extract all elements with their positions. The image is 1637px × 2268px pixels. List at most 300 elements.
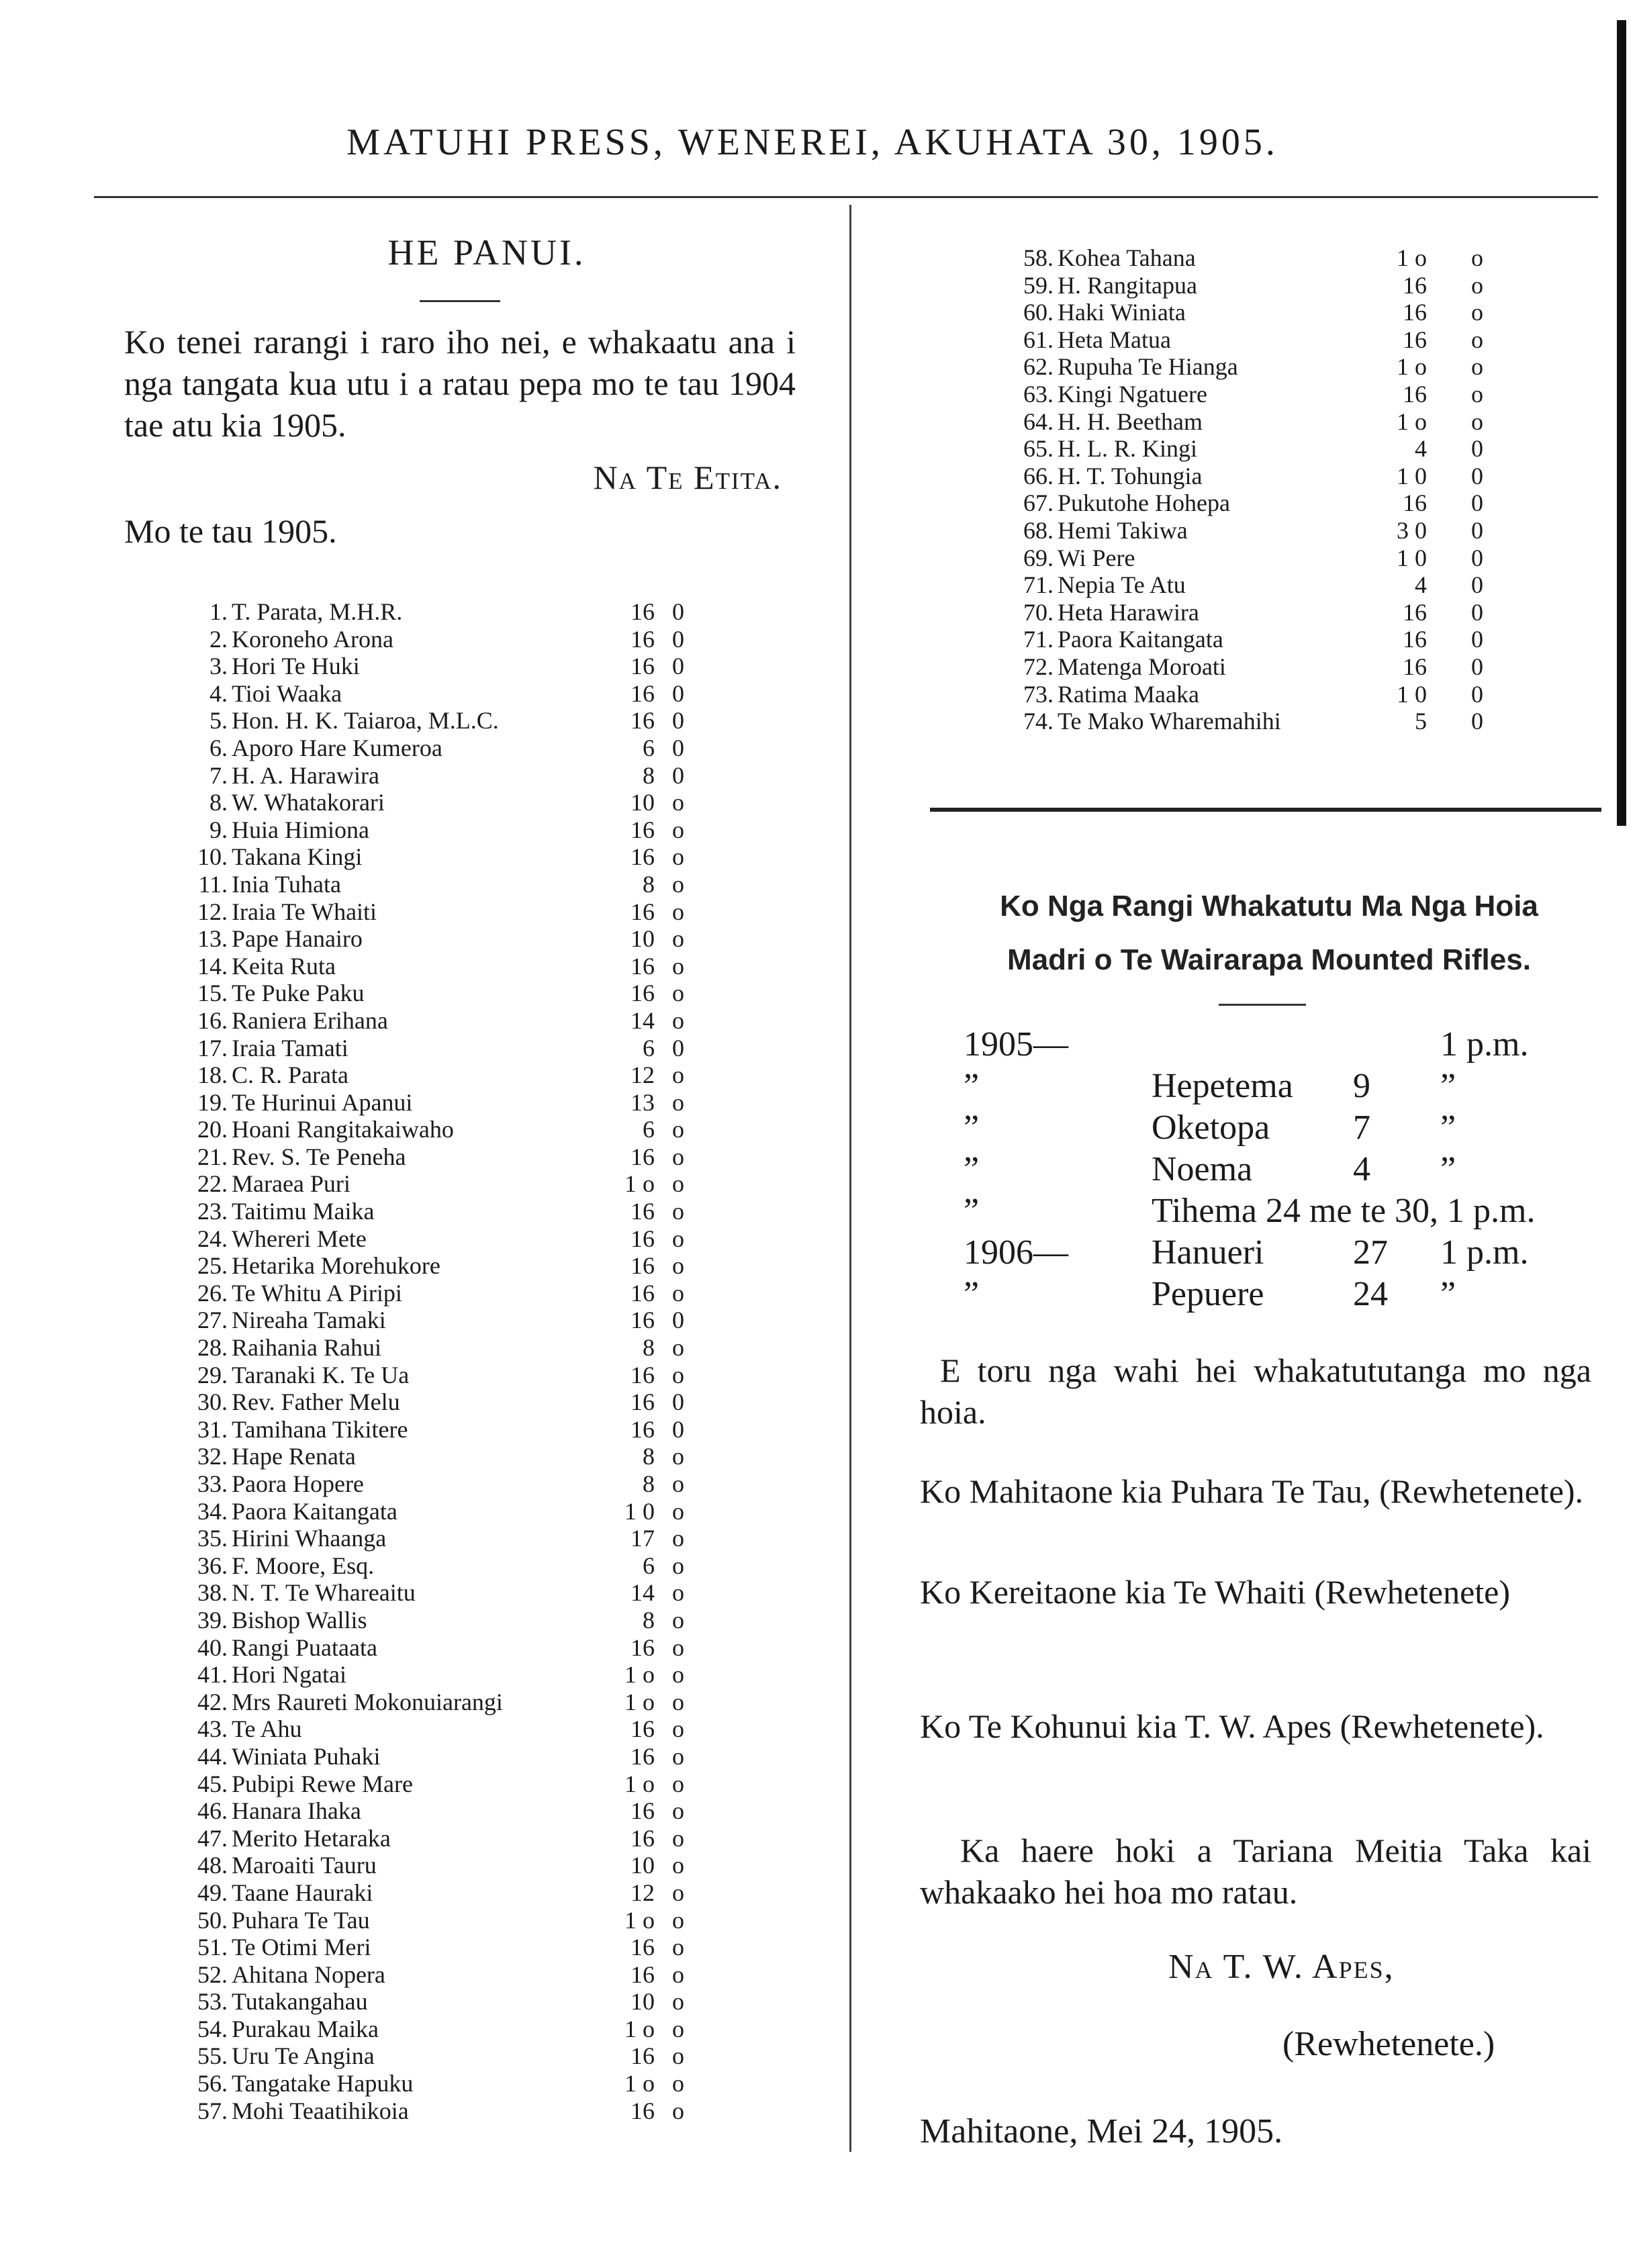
item-number: 15. <box>197 980 228 1007</box>
list-item <box>197 1988 695 2016</box>
subscriber-name: Hemi Takiwa <box>1058 516 1188 544</box>
schedule-day: 27 <box>1353 1233 1388 1272</box>
item-number: 73. <box>1023 680 1054 708</box>
subscriber-name: Paora Kaitangata <box>232 1497 397 1525</box>
subscriber-name: Taranaki K. Te Ua <box>232 1361 410 1388</box>
subscriber-name: W. Whatakorari <box>232 789 385 816</box>
amount-shillings: 1 0 <box>624 1497 655 1525</box>
notice-heading-line1: Ko Nga Rangi Whakatutu Ma Nga Hoia <box>1000 890 1538 923</box>
subscriber-name: Raniera Erihana <box>232 1006 388 1034</box>
item-number: 29. <box>197 1361 228 1388</box>
amount-shillings: 10 <box>630 789 655 816</box>
amount-pence: 0 <box>1471 598 1483 626</box>
subscriber-name: Rupuha Te Hianga <box>1058 353 1238 381</box>
amount-pence: o <box>672 843 684 871</box>
subscriber-name: N. T. Te Whareaitu <box>232 1579 416 1607</box>
list-item <box>197 1415 695 1444</box>
item-number: 67. <box>1023 489 1054 517</box>
item-number: 66. <box>1023 462 1054 489</box>
subscriber-name: Iraia Tamati <box>232 1034 348 1061</box>
amount-pence: o <box>672 1634 684 1661</box>
item-number: 39. <box>197 1606 228 1634</box>
subscriber-name: Takana Kingi <box>232 843 363 871</box>
amount-pence: o <box>672 1279 684 1307</box>
list-item <box>1023 326 1528 354</box>
list-item <box>209 734 695 762</box>
subscriber-name: Te Puke Paku <box>232 980 365 1007</box>
amount-pence: o <box>672 1525 684 1552</box>
item-number: 46. <box>197 1797 228 1825</box>
schedule-row <box>964 1274 1601 1315</box>
subscriber-name: Kohea Tahana <box>1058 244 1196 271</box>
schedule-detail: Tihema 24 me te 30, 1 p.m. <box>1152 1192 1536 1230</box>
amount-pence: o <box>672 1116 684 1143</box>
amount-shillings: 8 <box>643 870 655 898</box>
amount-shillings: 16 <box>1403 489 1427 517</box>
list-item <box>1023 516 1528 545</box>
amount-pence: 0 <box>1471 680 1483 708</box>
amount-pence: 0 <box>672 1307 684 1334</box>
schedule-year: ” <box>964 1150 980 1188</box>
amount-pence: o <box>672 1960 684 1988</box>
subscriber-name: Uru Te Angina <box>232 2042 375 2070</box>
amount-shillings: 16 <box>630 625 655 653</box>
amount-shillings: 6 <box>643 1552 655 1579</box>
schedule-year: ” <box>964 1108 980 1147</box>
amount-shillings: 16 <box>630 1797 655 1825</box>
schedule-row <box>964 1024 1601 1066</box>
subscriber-name: Mohi Teaatihikoia <box>232 2097 409 2124</box>
item-number: 16. <box>197 1006 228 1034</box>
column-divider <box>849 205 851 2152</box>
item-number: 45. <box>197 1770 228 1797</box>
subscriber-name: H. Rangitapua <box>1058 271 1197 299</box>
schedule-time: ” <box>1440 1067 1456 1105</box>
amount-shillings: 1 o <box>1397 408 1427 435</box>
list-item <box>198 870 695 898</box>
item-number: 12. <box>197 898 228 925</box>
list-item <box>197 980 695 1007</box>
schedule-year: ” <box>964 1192 980 1230</box>
amount-pence: 0 <box>1471 435 1483 463</box>
list-item <box>197 2042 695 2070</box>
amount-pence: o <box>672 1770 684 1797</box>
schedule-row <box>964 1107 1601 1149</box>
amount-shillings: 16 <box>630 679 655 707</box>
subscriber-name: Pukutohe Hohepa <box>1058 489 1230 517</box>
subscriber-name: Te Mako Wharemahihi <box>1058 708 1281 735</box>
item-number: 36. <box>197 1552 228 1579</box>
subscriber-name: Mrs Raureti Mokonuiarangi <box>232 1688 503 1715</box>
schedule-year: ” <box>964 1275 980 1313</box>
amount-shillings: 1 o <box>624 1688 655 1715</box>
subscriber-name: Paora Hopere <box>232 1470 364 1497</box>
item-number: 9. <box>209 816 228 843</box>
subscriber-name: Maroaiti Tauru <box>232 1852 377 1879</box>
subscriber-name: Tioi Waaka <box>232 679 342 707</box>
amount-pence: 0 <box>672 1034 684 1061</box>
schedule-row <box>964 1190 1601 1232</box>
subscriber-name: Pubipi Rewe Mare <box>232 1770 413 1797</box>
amount-pence: o <box>672 1334 684 1362</box>
item-number: 25. <box>197 1252 228 1280</box>
list-item <box>197 2070 695 2097</box>
subscriber-name: Hetarika Morehukore <box>232 1252 440 1280</box>
item-number: 7. <box>209 761 228 789</box>
list-item <box>197 1034 695 1062</box>
item-number: 27. <box>197 1307 228 1334</box>
item-number: 8. <box>209 789 228 816</box>
subscriber-name: C. R. Parata <box>232 1061 348 1089</box>
amount-pence: o <box>672 1143 684 1170</box>
item-number: 57. <box>197 2097 228 2124</box>
schedule-month: Hepetema <box>1152 1067 1293 1105</box>
amount-shillings: 16 <box>630 1742 655 1770</box>
amount-shillings: 16 <box>630 1307 655 1334</box>
subscriber-name: Paora Kaitangata <box>1058 626 1223 653</box>
amount-pence: o <box>672 1170 684 1198</box>
amount-shillings: 16 <box>630 1252 655 1280</box>
list-item <box>1023 653 1528 681</box>
item-number: 64. <box>1023 408 1054 435</box>
amount-shillings: 16 <box>630 653 655 680</box>
list-item <box>197 843 695 871</box>
item-number: 13. <box>197 925 228 953</box>
item-number: 51. <box>197 1934 228 1961</box>
amount-pence: 0 <box>672 1415 684 1443</box>
item-number: 33. <box>197 1470 228 1497</box>
amount-shillings: 16 <box>630 898 655 925</box>
amount-pence: o <box>672 1988 684 2016</box>
amount-shillings: 5 <box>1415 708 1427 735</box>
he-panui-section <box>124 232 796 551</box>
notice-heading <box>913 880 1625 987</box>
item-number: 10. <box>197 843 228 871</box>
amount-pence: o <box>672 2070 684 2097</box>
item-number: 28. <box>197 1334 228 1362</box>
item-number: 60. <box>1023 299 1054 326</box>
amount-shillings: 8 <box>643 1334 655 1362</box>
schedule-time: 1 p.m. <box>1440 1233 1529 1272</box>
heading-rule <box>420 300 500 302</box>
item-number: 52. <box>197 1960 228 1988</box>
item-number: 2. <box>209 625 228 653</box>
amount-shillings: 16 <box>630 1960 655 1988</box>
list-item <box>1023 408 1528 436</box>
subscriber-name: Bishop Wallis <box>232 1606 367 1634</box>
amount-shillings: 16 <box>630 598 655 625</box>
amount-pence: o <box>672 1879 684 1906</box>
list-item <box>197 1552 695 1580</box>
amount-pence: o <box>1471 244 1483 271</box>
amount-pence: 0 <box>672 1388 684 1416</box>
amount-shillings: 16 <box>630 1715 655 1743</box>
notice-signature: Na T. W. Apes, <box>1168 1948 1395 1986</box>
amount-shillings: 16 <box>630 1388 655 1416</box>
subscriber-name: H. L. R. Kingi <box>1058 435 1198 463</box>
amount-pence: 0 <box>1471 489 1483 517</box>
amount-shillings: 3 0 <box>1397 516 1427 544</box>
subscriber-name: Hoani Rangitakaiwaho <box>232 1116 454 1143</box>
subscriber-name: Hori Te Huki <box>232 653 360 680</box>
item-number: 21. <box>197 1143 228 1170</box>
amount-pence: 0 <box>1471 653 1483 680</box>
amount-pence: o <box>672 1797 684 1825</box>
item-number: 69. <box>1023 544 1054 571</box>
schedule-time: ” <box>1440 1275 1456 1313</box>
list-item <box>1023 353 1528 381</box>
list-item <box>1023 462 1528 490</box>
amount-pence: o <box>672 1497 684 1525</box>
amount-pence: o <box>672 1225 684 1252</box>
list-item <box>197 1715 695 1743</box>
subscriber-name: Te Ahu <box>232 1715 302 1743</box>
amount-pence: o <box>672 2042 684 2070</box>
amount-shillings: 16 <box>1403 598 1427 626</box>
notice-paragraph-2: Ko Mahitaone kia Puhara Te Tau, (Rewhetenete). <box>920 1472 1584 1510</box>
amount-shillings: 16 <box>630 1415 655 1443</box>
item-number: 34. <box>197 1497 228 1525</box>
item-number: 14. <box>197 952 228 980</box>
amount-pence: o <box>672 1088 684 1116</box>
subscriber-name: Huia Himiona <box>232 816 369 843</box>
list-item <box>197 1797 695 1825</box>
list-item <box>197 1934 695 1961</box>
list-item <box>197 952 695 980</box>
list-item <box>197 1525 695 1552</box>
amount-shillings: 16 <box>630 2042 655 2070</box>
amount-pence: o <box>672 1715 684 1743</box>
item-number: 72. <box>1023 653 1054 680</box>
subscriber-name: Hori Ngatai <box>232 1661 346 1689</box>
amount-shillings: 16 <box>1403 271 1427 299</box>
list-item <box>197 1006 695 1035</box>
amount-pence: o <box>672 1852 684 1879</box>
amount-shillings: 12 <box>630 1879 655 1906</box>
parade-schedule <box>964 1024 1601 1315</box>
schedule-day: 7 <box>1353 1108 1370 1147</box>
item-number: 54. <box>197 2015 228 2042</box>
amount-shillings: 16 <box>630 707 655 735</box>
list-item <box>197 1960 695 1989</box>
subscriber-name: Tangatake Hapuku <box>232 2070 414 2097</box>
subscriber-name: Aporo Hare Kumeroa <box>232 734 442 761</box>
item-number: 31. <box>197 1415 228 1443</box>
subscriber-name: Ahitana Nopera <box>232 1960 385 1988</box>
amount-pence: 0 <box>672 707 684 735</box>
amount-pence: 0 <box>1471 626 1483 653</box>
amount-shillings: 16 <box>1403 653 1427 680</box>
list-item <box>197 1824 695 1852</box>
item-number: 48. <box>197 1852 228 1879</box>
list-item <box>197 1116 695 1143</box>
notice-heading-line2: Madri o Te Wairarapa Mounted Rifles. <box>1007 943 1531 976</box>
subscriber-name: Tamihana Tikitere <box>232 1415 408 1443</box>
amount-shillings: 16 <box>630 1934 655 1961</box>
amount-shillings: 6 <box>643 734 655 761</box>
subscriber-name: Hape Renata <box>232 1443 356 1470</box>
amount-shillings: 14 <box>630 1579 655 1607</box>
list-item <box>197 1198 695 1225</box>
subscriber-list-left <box>197 598 695 2124</box>
schedule-day: 4 <box>1353 1150 1370 1188</box>
list-item <box>1023 435 1528 463</box>
subscriber-name: Te Otimi Meri <box>232 1934 371 1961</box>
subscriber-name: H. H. Beetham <box>1058 408 1203 435</box>
amount-shillings: 1 o <box>1397 353 1427 381</box>
list-item <box>197 1143 695 1171</box>
amount-pence: o <box>1471 326 1483 353</box>
item-number: 6. <box>209 734 228 761</box>
list-item <box>197 1852 695 1879</box>
subscriber-name: Tutakangahau <box>232 1988 368 2016</box>
subscriber-name: Hon. H. K. Taiaroa, M.L.C. <box>232 707 499 735</box>
item-number: 24. <box>197 1225 228 1252</box>
list-item <box>209 707 695 735</box>
item-number: 58. <box>1023 244 1054 271</box>
item-number: 71. <box>1023 626 1054 653</box>
amount-shillings: 4 <box>1415 435 1427 463</box>
item-number: 44. <box>197 1742 228 1770</box>
list-item <box>209 789 695 816</box>
subscriber-name: Heta Harawira <box>1058 598 1199 626</box>
subscriber-name: Merito Hetaraka <box>232 1824 391 1852</box>
amount-shillings: 1 o <box>624 1661 655 1689</box>
schedule-time: ” <box>1440 1150 1456 1188</box>
notice-paragraph-3: Ko Kereitaone kia Te Whaiti (Rewhetenete) <box>920 1573 1511 1611</box>
amount-pence: o <box>672 1579 684 1607</box>
list-item <box>197 1443 695 1470</box>
amount-pence: o <box>1471 408 1483 435</box>
item-number: 19. <box>197 1088 228 1116</box>
amount-shillings: 16 <box>1403 626 1427 653</box>
amount-pence: 0 <box>1471 571 1483 599</box>
subscriber-name: Rev. S. Te Peneha <box>232 1143 406 1170</box>
amount-shillings: 6 <box>643 1034 655 1061</box>
amount-shillings: 16 <box>630 1198 655 1225</box>
schedule-month: Hanueri <box>1152 1233 1264 1272</box>
item-number: 26. <box>197 1279 228 1307</box>
subscriber-name: T. Parata, M.H.R. <box>232 598 403 625</box>
notice-rule <box>1219 1004 1306 1006</box>
list-item <box>197 1579 695 1607</box>
subscriber-name: Maraea Puri <box>232 1170 350 1198</box>
subscriber-name: H. T. Tohungia <box>1058 462 1203 489</box>
list-item <box>209 625 695 653</box>
section-heading: HE PANUI. <box>387 232 586 273</box>
amount-shillings: 16 <box>630 1634 655 1661</box>
amount-shillings: 16 <box>630 1225 655 1252</box>
section-rule <box>930 808 1601 812</box>
amount-shillings: 16 <box>630 843 655 871</box>
amount-pence: 0 <box>1471 708 1483 735</box>
list-item <box>197 1088 695 1117</box>
item-number: 50. <box>197 1906 228 1934</box>
item-number: 61. <box>1023 326 1054 353</box>
amount-pence: 0 <box>672 679 684 707</box>
notice-paragraph-4: Ko Te Kohunui kia T. W. Apes (Rewhetenete). <box>920 1707 1544 1745</box>
item-number: 42. <box>197 1688 228 1715</box>
amount-pence: o <box>672 1061 684 1089</box>
subscriber-name: Inia Tuhata <box>232 870 342 898</box>
subscriber-name: Purakau Maika <box>232 2015 379 2042</box>
item-number: 62. <box>1023 353 1054 381</box>
list-item <box>1023 271 1528 299</box>
amount-shillings: 1 0 <box>1397 680 1427 708</box>
list-item <box>1023 244 1528 272</box>
amount-pence: o <box>672 1361 684 1388</box>
list-item <box>209 598 695 626</box>
item-number: 56. <box>197 2070 228 2097</box>
amount-shillings: 1 o <box>624 1170 655 1198</box>
list-item <box>197 1361 695 1389</box>
list-item <box>197 898 695 926</box>
subscriber-name: Nireaha Tamaki <box>232 1307 386 1334</box>
amount-shillings: 16 <box>630 952 655 980</box>
schedule-row <box>964 1232 1601 1274</box>
list-item <box>209 653 695 680</box>
amount-pence: o <box>672 789 684 816</box>
masthead: MATUHI PRESS, WENEREI, AKUHATA 30, 1905. <box>346 122 1278 163</box>
amount-pence: o <box>672 1661 684 1689</box>
item-number: 4. <box>209 679 228 707</box>
notice-paragraph-1: E toru nga wahi hei whakatututanga mo nga hoia. <box>920 1352 1591 1431</box>
amount-pence: o <box>672 2097 684 2124</box>
subscriber-name: Puhara Te Tau <box>232 1906 370 1934</box>
subscriber-list-right <box>1023 244 1528 735</box>
item-number: 5. <box>209 707 228 735</box>
amount-pence: 0 <box>672 653 684 680</box>
list-item <box>1023 571 1528 599</box>
schedule-year: 1905— <box>964 1025 1068 1064</box>
list-item <box>197 1470 695 1498</box>
subscriber-name: Raihania Rahui <box>232 1334 381 1362</box>
list-item <box>1023 598 1528 626</box>
amount-pence: o <box>672 1606 684 1634</box>
amount-pence: o <box>672 1006 684 1034</box>
list-item <box>197 1497 695 1525</box>
list-item <box>197 1606 695 1634</box>
header-rule <box>94 196 1598 198</box>
amount-pence: 0 <box>1471 544 1483 571</box>
amount-shillings: 16 <box>630 1279 655 1307</box>
item-number: 3. <box>209 653 228 680</box>
subscriber-name: Hanara Ihaka <box>232 1797 361 1825</box>
subscriber-name: Rev. Father Melu <box>232 1388 400 1416</box>
amount-shillings: 16 <box>630 1824 655 1852</box>
page-edge-bar <box>1617 20 1626 826</box>
amount-pence: 0 <box>672 625 684 653</box>
list-item <box>197 1770 695 1798</box>
amount-pence: o <box>672 1470 684 1497</box>
amount-shillings: 13 <box>630 1088 655 1116</box>
item-number: 65. <box>1023 435 1054 463</box>
list-item <box>197 925 695 953</box>
list-item <box>1023 299 1528 326</box>
list-item <box>197 1307 695 1334</box>
list-item <box>1023 626 1528 653</box>
list-item <box>1023 708 1528 735</box>
amount-pence: o <box>672 1252 684 1280</box>
list-item <box>1023 680 1528 708</box>
schedule-month: Noema <box>1152 1150 1253 1188</box>
subscriber-name: Taane Hauraki <box>232 1879 373 1906</box>
list-item <box>197 1388 695 1416</box>
notice-dateline: Mahitaone, Mei 24, 1905. <box>920 2112 1283 2151</box>
list-item <box>197 1742 695 1770</box>
amount-shillings: 1 o <box>624 2015 655 2042</box>
amount-pence: o <box>672 1906 684 1934</box>
